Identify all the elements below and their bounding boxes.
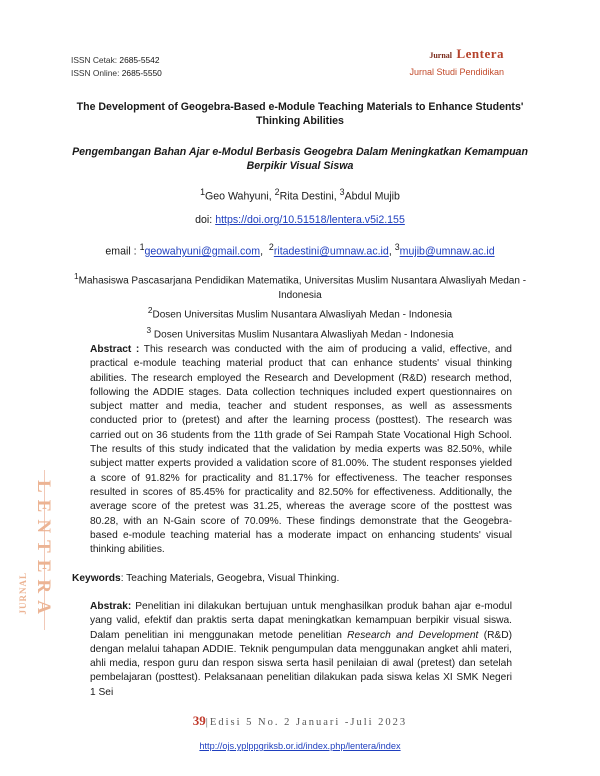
keywords-text: : Teaching Materials, Geogebra, Visual Thinking. — [120, 573, 340, 584]
email-link[interactable]: ritadestini@umnaw.ac.id — [273, 245, 389, 258]
keywords-line — [72, 573, 339, 584]
journal-name: Lentera — [456, 46, 504, 61]
author-name: Rita Destini — [279, 190, 334, 203]
issn-online: ISSN Online: 2685-5550 — [71, 68, 162, 78]
abstract-text: This research was conducted with the aim of producing a valid, effective, and practical e-module teaching material product that can enhance students' visual thinking abilities. The research employed the Research and Development (R&D) research method, following the ADDIE stages. Data collection techniques included expert questionnaires on subject matter and media, teacher and student responses, as well as assessments conducted prior to (pretest) and after the learning process (posttest). The research was carried out on 36 students from the 11th grade of Sei Rampah State Vocational High School. The results of this study indicated that the validation by media experts was 82.50%, while subject matter experts provided a validation score of 81.00%. The student responses yielded a score of 91.82% for practicality and 81.17% for effectiveness. The teacher responses resulted in scores of 85.45% for practicality and 82.50% for effectiveness. Additionally, the average score of the pretest was 31.25, whereas the average score of the posttest was 80.28, with an N-Gain score of 70.09%. These findings demonstrate that the Geogebra-based e-module teaching material has a moderate impact on enhancing students' visual thinking abilities. — [90, 344, 512, 556]
doi-line: doi: https://doi.org/10.51518/lentera.v5i2.155 — [195, 214, 405, 226]
page-number: 39 — [192, 713, 206, 728]
title-english: The Development of Geogebra-Based e-Module Teaching Materials to Enhance Students' Thinking Abilities — [76, 101, 524, 127]
journal-url-line — [0, 741, 600, 751]
email-link[interactable]: mujib@umnaw.ac.id — [399, 245, 495, 258]
abstract-indonesian: Abstrak: Penelitian ini dilakukan bertujuan untuk menghasilkan produk bahan ajar e-modul yang valid, efektif dan praktis serta dapat meningkatkan kemampuan berpikir visual siswa. Dalam penelitian ini menggunakan metode penelitian Research and Development (R&D) dengan melalui tahapan ADDIE. Teknik pengumpulan data menggunakan angket ahli materi, ahli media, respon guru dan respon siswa serta hasil penilaian di awal (pretest) dan setelah pembelajaran (posttest). Pelaksanaan penelitian dilakukan pada siswa kelas XI SMK Negeri 1 Sei — [90, 601, 512, 698]
keywords-label: Keywords — [72, 573, 121, 584]
affiliations — [70, 269, 530, 342]
author-name: Abdul Mujib — [344, 190, 400, 203]
authors-line: $^1$Geo Wahyuni, $^2$Rita Destini, $^3$Abdul Mujib — [200, 187, 400, 203]
issn-block — [71, 54, 162, 80]
abstrak-italic: Research and Development — [347, 629, 479, 641]
abstract-label: Abstract : — [90, 344, 140, 355]
author-name: Geo Wahyuni — [204, 190, 269, 203]
email-link[interactable]: geowahyuni@gmail.com — [144, 245, 261, 258]
journal-subtitle: Jurnal Studi Pendidikan — [409, 67, 504, 77]
watermark-small: JURNAL — [18, 572, 28, 615]
email-line: email : $^1$geowahyuni@gmail.com, $^2$ritadestini@umnaw.ac.id, $^3$mujib@umnaw.ac.id — [105, 242, 495, 258]
edition-text: |Edisi 5 No. 2 Januari -Juli 2023 — [205, 717, 408, 728]
affiliation: $^2$Dosen Universitas Muslim Nusantara Alwasliyah Medan - Indonesia — [147, 305, 453, 321]
watermark-big: LENTERA — [33, 480, 54, 621]
title-indonesian: Pengembangan Bahan Ajar e-Modul Berbasis Geogebra Dalam Meningkatkan Kemampuan Berpikir Visual Siswa — [72, 146, 528, 172]
journal-prefix: Jurnal — [429, 51, 452, 60]
abstrak-label: Abstrak: — [90, 601, 132, 612]
doi-link[interactable]: https://doi.org/10.51518/lentera.v5i2.155 — [215, 214, 405, 226]
abstract-english — [90, 343, 512, 557]
journal-logo — [409, 45, 504, 77]
issn-print: ISSN Cetak: 2685-5542 — [71, 55, 160, 65]
page-footer — [0, 713, 600, 729]
affiliation: $^1$Mahasiswa Pascasarjana Pendidikan Matematika, Universitas Muslim Nusantara Alwasliyah Medan - Indonesia — [73, 271, 527, 302]
affiliation: $^3$ Dosen Universitas Muslim Nusantara Alwasliyah Medan - Indonesia — [146, 324, 454, 340]
journal-url-link[interactable]: http://ojs.yplppgriksb.or.id/index.php/lentera/index — [199, 741, 401, 751]
